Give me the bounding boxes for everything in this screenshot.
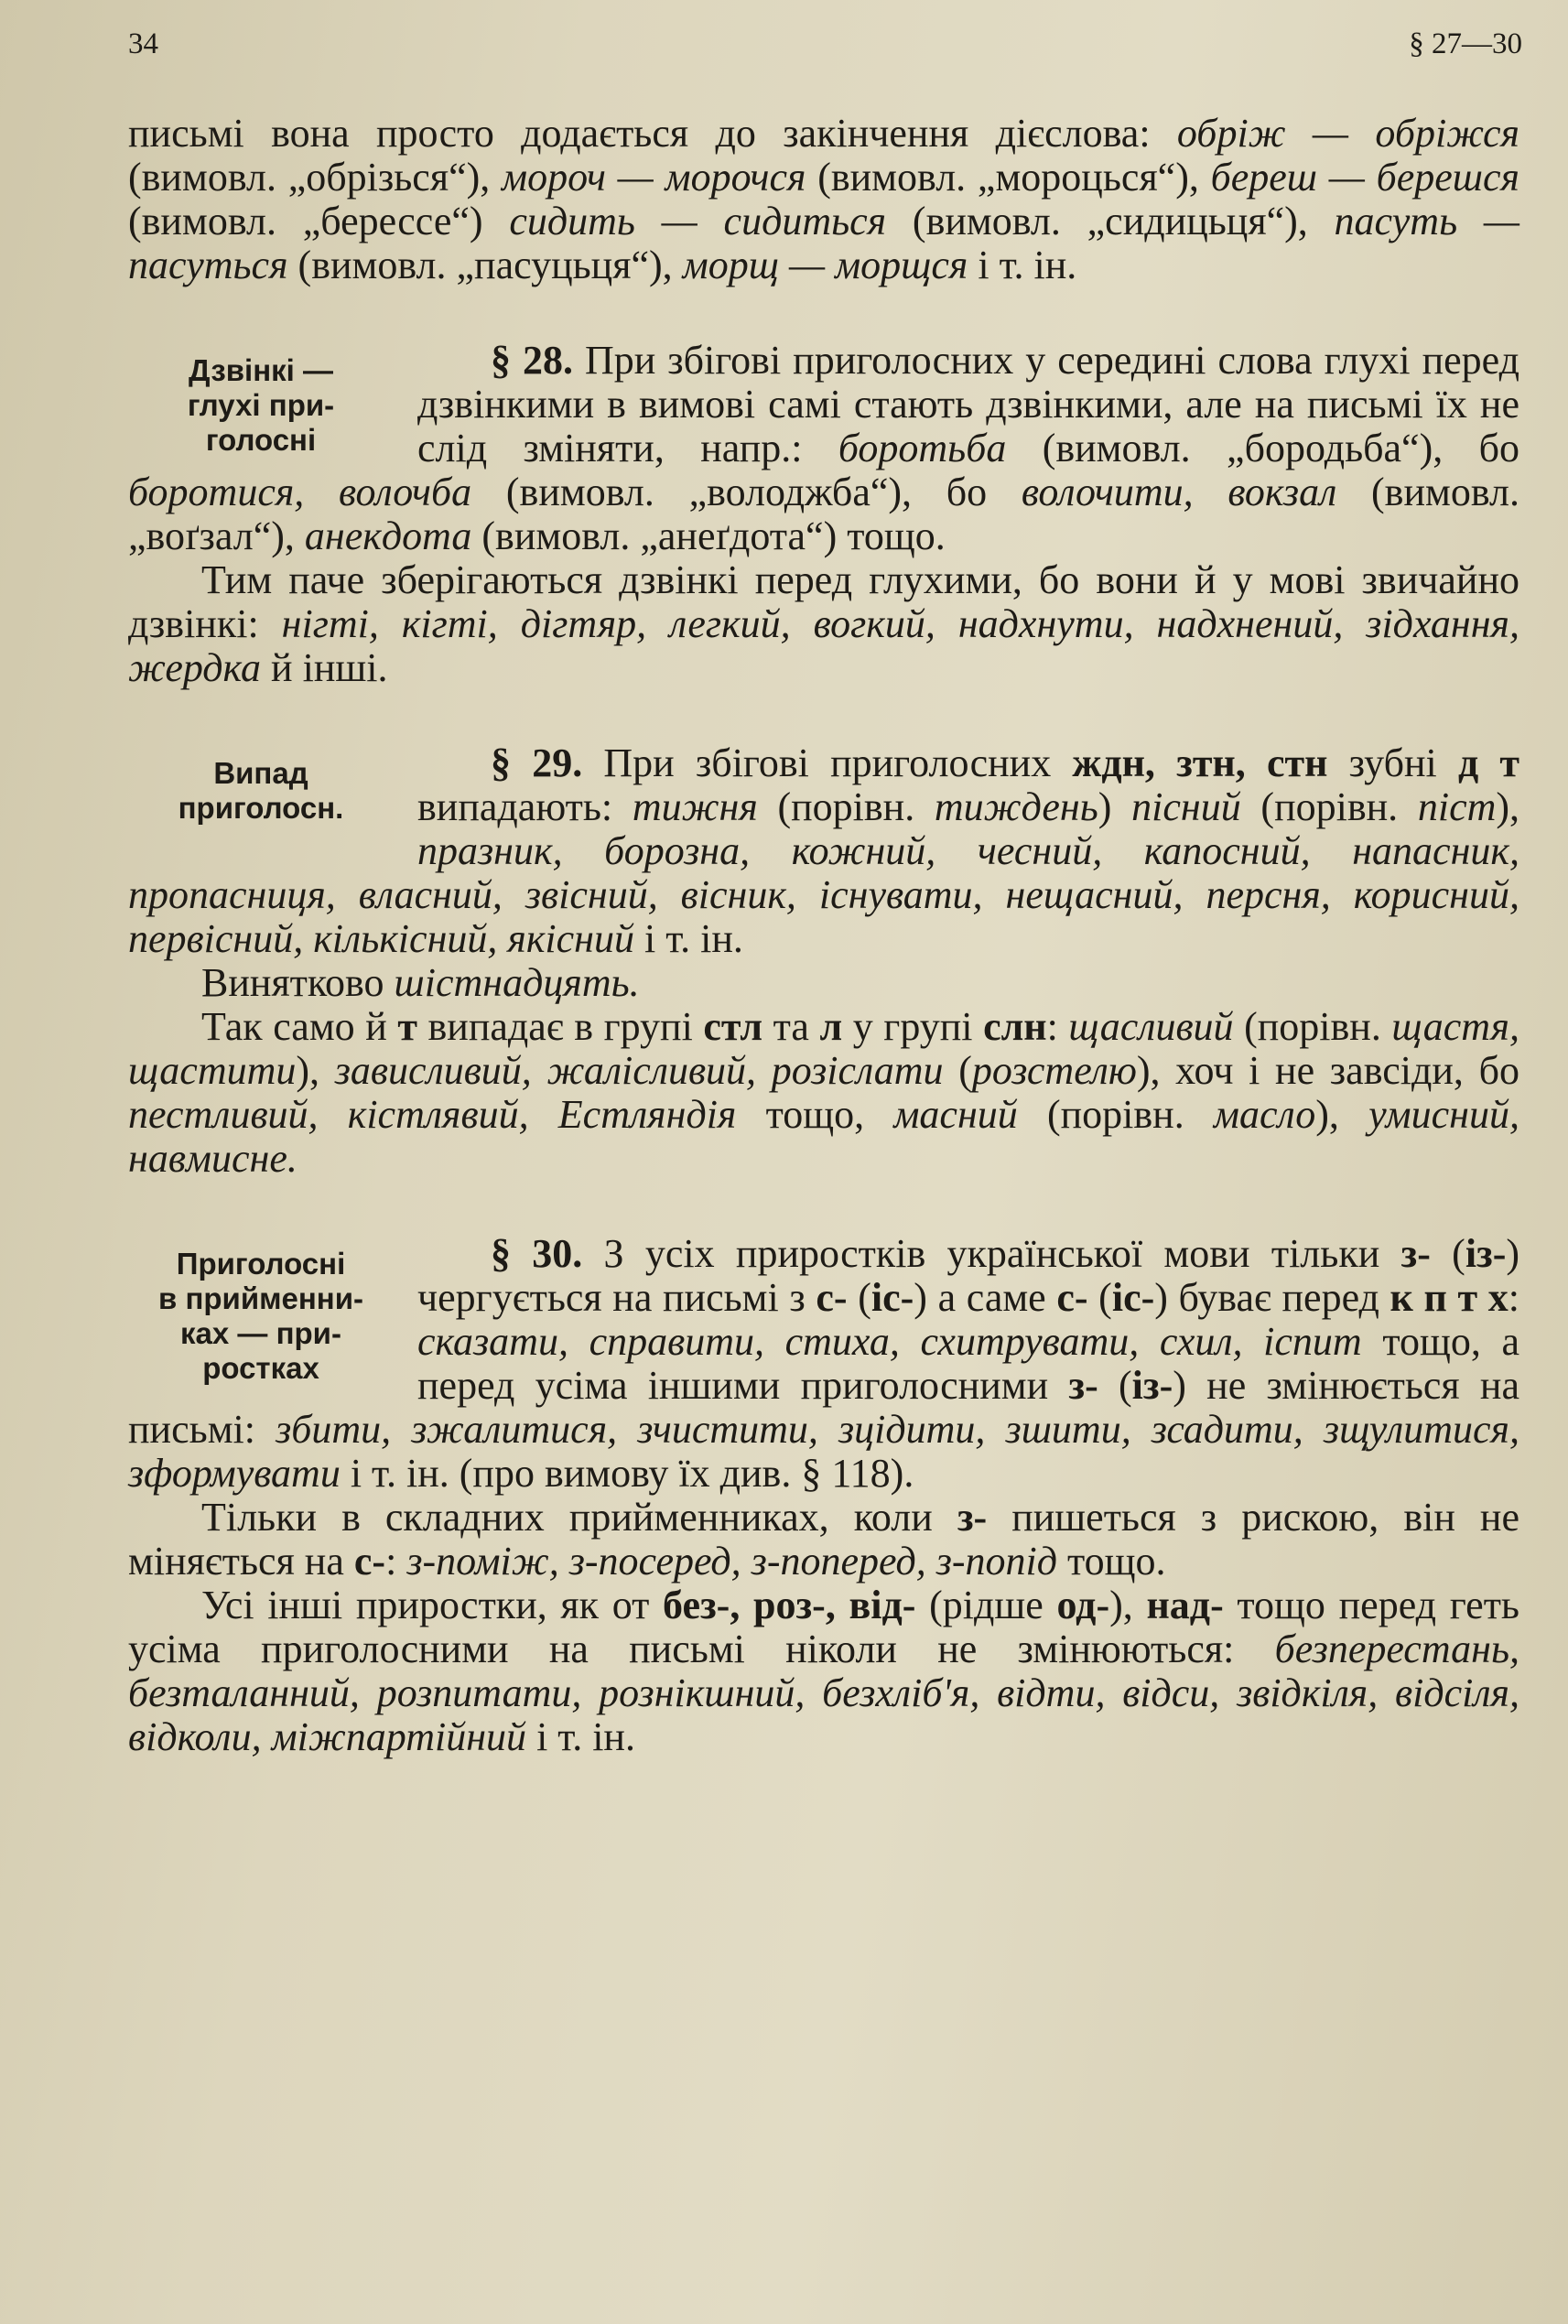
intro-paragraph: письмі вона просто додається до закінчення дієслова: обріж — обріжся (вимовл. „обрізься“), мороч — морочся (вимовл. „мороцься“), береш — берешся (вимовл. „берессе“) сидить — сидиться (вимовл. „сидицьця“), пасуть — пасуться (вимовл. „пасуцьця“), морщ — морщся і т. ін. xyxy=(128,111,1520,287)
example-word: умисний, навмисне. xyxy=(128,1092,1519,1181)
letter-group: л xyxy=(819,1004,843,1049)
letter-group: д т xyxy=(1457,740,1520,785)
letter-group: з- xyxy=(1400,1231,1431,1276)
example-word: празник, борозна, кожний, чесний, капосний, напасник, пропасниця, власний, звісний, вісник, існувати, нещасний, персня, корисний, первісний, кількісний, якісний xyxy=(128,828,1519,961)
letter-group: слн xyxy=(983,1004,1047,1049)
margin-note xyxy=(128,756,394,826)
margin-note xyxy=(128,353,394,458)
sections xyxy=(128,339,1519,1759)
margin-note-line: Дзвінкі — xyxy=(189,353,333,387)
example-word: масний xyxy=(893,1092,1018,1137)
margin-note-line: в прийменни- xyxy=(157,1281,364,1315)
letter-group: т xyxy=(397,1004,417,1049)
example-word: розстелю xyxy=(971,1048,1137,1093)
section-marker: § 28. xyxy=(491,338,573,383)
example-word: пестливий, кістлявий, Естляндія xyxy=(128,1092,737,1137)
letter-group: стл xyxy=(703,1004,763,1049)
letter-group: с- xyxy=(816,1275,848,1320)
paragraph: Тим паче зберігаються дзвінкі перед глухими, бо вони й у мові звичайно дзвінкі: нігті, кігті, дігтяр, легкий, вогкий, надхнути, надхнений, зідхання, жердка й інші. xyxy=(128,557,1519,690)
example-word: пасуть — пасуться xyxy=(128,199,1519,287)
letter-group: іс- xyxy=(1111,1275,1155,1320)
section-28 xyxy=(128,339,1519,690)
example-word: боротися, волочба xyxy=(128,470,472,514)
example-word: зависливий, жалісливий, розіслати xyxy=(334,1048,944,1093)
margin-note-line: голосні xyxy=(205,423,317,457)
section-30 xyxy=(128,1232,1519,1759)
letter-group: ждн, зтн, стн xyxy=(1072,740,1328,785)
letter-group: с- xyxy=(1056,1275,1088,1320)
margin-note-line: приголосн. xyxy=(178,791,344,825)
example-word: обріж — обріжся xyxy=(1176,111,1519,156)
example-word: сидить — сидиться xyxy=(509,199,887,243)
letter-group: із- xyxy=(1131,1363,1173,1408)
paragraph: Усі інші приростки, як от без-, роз-, від- (рідше од-), над- тощо перед геть усіма приголосними на письмі ніколи не змінюються: безперестань, безталанний, розпитати, рознікшний, безхліб'я, відти, відси, звідкіля, відсіля, відколи, міжпартійний і т. ін. xyxy=(128,1583,1519,1759)
example-word: щастя, щастити xyxy=(128,1004,1519,1093)
margin-note-line: ростках xyxy=(202,1351,319,1385)
example-word: мороч — морочся xyxy=(502,155,806,200)
paragraph: Винятково шістнадцять. xyxy=(201,960,640,1005)
section-29 xyxy=(128,741,1519,1181)
letter-group: к п т х xyxy=(1390,1275,1509,1320)
example-word: анекдота xyxy=(304,513,472,558)
section-marker: § 30. xyxy=(491,1231,583,1276)
section-marker: § 29. xyxy=(491,740,583,785)
letter-group: од- xyxy=(1056,1583,1110,1627)
example-word: з-поміж, з-посеред, з-попеpед, з-попід xyxy=(406,1539,1058,1584)
page-number: 34 xyxy=(128,27,158,60)
margin-note-line: ках — при- xyxy=(180,1316,341,1350)
example-word: сказати, справити, стиха, схитрувати, схил, іспит xyxy=(417,1319,1362,1364)
example-word: тиждень xyxy=(934,784,1098,829)
letter-group: із- xyxy=(1465,1231,1507,1276)
body-text xyxy=(128,112,1519,1759)
example-word: щасливий xyxy=(1068,1004,1234,1049)
running-head xyxy=(128,27,1522,73)
margin-note-line: Приголосні xyxy=(176,1247,346,1281)
paragraph: § 28. При збігові приголосних у середині слова глухі перед дзвінкими в вимові самі стають дзвінкими, але на письмі їх не слід зміняти, напр.: боротьба (вимовл. „бородьба“), бо боротися, волочба (вимовл. „володжба“), бо волочити, вокзал (вимовл. „воґзал“), анекдота (вимовл. „анеґдота“) тощо. xyxy=(128,338,1519,558)
letter-group: без-, роз-, від- xyxy=(663,1583,916,1627)
example-word: боротьба xyxy=(838,426,1007,470)
example-word: нігті, кігті, дігтяр, легкий, вогкий, надхнути, надхнений, зідхання, жердка xyxy=(128,601,1519,690)
example-word: масло xyxy=(1213,1092,1316,1137)
letter-group: з- xyxy=(1068,1363,1098,1408)
example-word: волочити, вокзал xyxy=(1021,470,1337,514)
margin-note-line: Випад xyxy=(213,756,308,790)
example-word: збити, зжалитися, зчистити, зцідити, зшити, зсадити, зщулитися, зформувати xyxy=(128,1407,1519,1496)
margin-note xyxy=(128,1247,394,1386)
example-word: піст xyxy=(1417,784,1497,829)
example-word: тижня xyxy=(632,784,758,829)
paragraph: § 29. При збігові приголосних ждн, зтн, стн зубні д т випадають: тижня (порівн. тиждень) пісний (порівн. піст), празник, борозна, кожний, чесний, капосний, напасник, пропасниця, власний, звісний, вісник, існувати, нещасний, персня, корисний, первісний, кількісний, якісний і т. ін. xyxy=(128,740,1520,961)
example-word: морщ — морщся xyxy=(682,243,968,287)
section-range: § 27—30 xyxy=(1409,27,1522,60)
paragraph: Тільки в складних прийменниках, коли з- пишеться з рискою, він не міняється на с-: з-поміж, з-посеред, з-попеpед, з-попід тощо. xyxy=(128,1495,1519,1584)
margin-note-line: глухі при- xyxy=(187,388,335,422)
example-word: пісний xyxy=(1131,784,1241,829)
example-word: шістнадцять. xyxy=(394,960,640,1005)
paragraph: § 30. З усіх приростків української мови тільки з- (із-) чергується на письмі з с- (іс-) а саме с- (іс-) буває перед к п т х: сказати, справити, стиха, схитрувати, схил, іспит тощо, а перед усіма іншими приголосними з- (із-) не змінюється на письмі: збити, зжалитися, зчистити, зцідити, зшити, зсадити, зщулитися, зформувати і т. ін. (про вимову їх див. § 118). xyxy=(128,1231,1520,1496)
letter-group: з- xyxy=(957,1495,988,1540)
letter-group: с- xyxy=(353,1539,386,1584)
letter-group: над- xyxy=(1146,1583,1224,1627)
example-word: береш — берешся xyxy=(1210,155,1520,200)
example-word: безперестань, безталанний, розпитати, рознікшний, безхліб'я, відти, відси, звідкіля, відсіля, відколи, міжпартійний xyxy=(128,1627,1519,1759)
paragraph: Так само й т випадає в групі стл та л у групі слн: щасливий (порівн. щастя, щастити), зависливий, жалісливий, розіслати (розстелю), хоч і не завсіди, бо пестливий, кістлявий, Естляндія тощо, масний (порівн. масло), умисний, навмисне. xyxy=(128,1004,1519,1181)
letter-group: іс- xyxy=(871,1275,914,1320)
